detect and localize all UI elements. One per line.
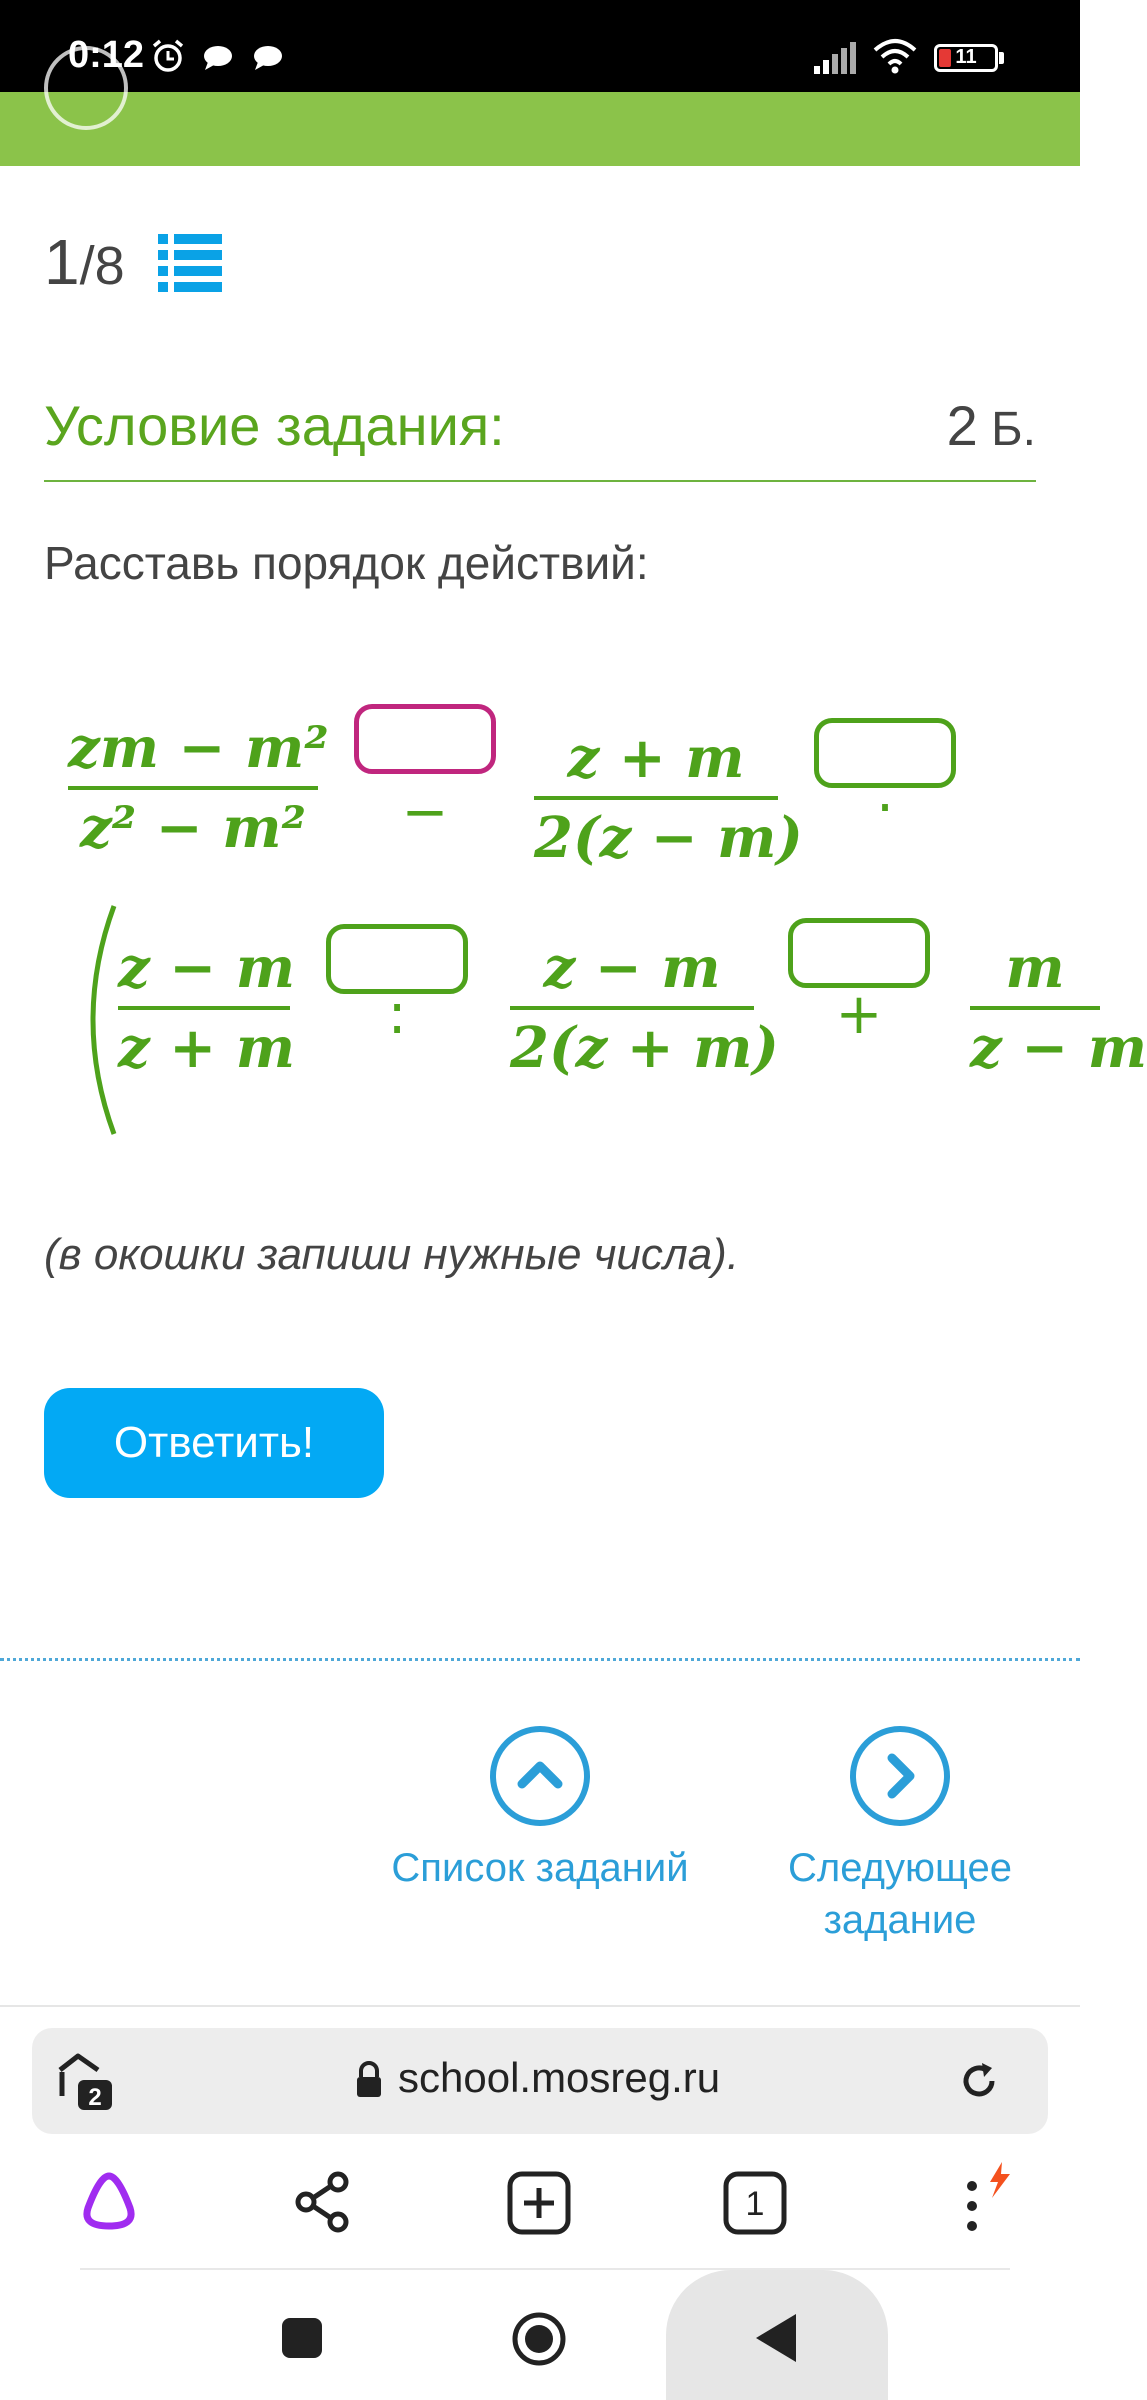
open-parenthesis: [66, 902, 126, 1138]
chevron-right-icon: [850, 1726, 950, 1826]
fraction-5: [970, 935, 1147, 1081]
reload-icon[interactable]: [956, 2058, 1002, 2104]
fraction-4-numerator: z − m: [543, 935, 721, 1001]
fraction-5-numerator: m: [1005, 935, 1065, 1001]
task-points: [947, 393, 1036, 458]
answer-button[interactable]: Ответить!: [44, 1388, 384, 1498]
task-counter: [44, 225, 125, 299]
order-box-4[interactable]: [788, 918, 930, 988]
more-menu-icon[interactable]: [958, 2160, 1018, 2240]
hint-text: (в окошки запиши нужные числа).: [44, 1230, 740, 1279]
operator-4: +: [835, 982, 883, 1047]
title-divider: [44, 480, 1036, 482]
share-icon[interactable]: [292, 2170, 354, 2234]
fraction-4: [510, 935, 779, 1081]
browser-divider: [0, 2005, 1080, 2007]
alarm-icon: [150, 38, 186, 74]
counter-total: /8: [79, 236, 125, 296]
operator-3: :: [387, 982, 407, 1047]
signal-icon: [812, 40, 862, 74]
battery-icon: [934, 44, 998, 72]
points-unit: Б.: [977, 403, 1036, 456]
fraction-3-numerator: z − m: [118, 935, 295, 1001]
fraction-2: [534, 725, 803, 871]
fraction-5-denominator: z − m: [970, 1015, 1147, 1081]
message-icon: [202, 44, 234, 72]
new-tab-icon[interactable]: [506, 2170, 572, 2236]
fraction-3: [118, 935, 295, 1081]
url-text: school.mosreg.ru: [398, 2054, 721, 2101]
address-bar[interactable]: [32, 2028, 1048, 2134]
fraction-1-denominator: z² − m²: [79, 795, 307, 861]
instruction-text: Расставь порядок действий:: [44, 537, 649, 589]
fraction-1-numerator: zm − m²: [68, 715, 329, 781]
fraction-2-numerator: z + m: [567, 725, 745, 791]
open-tabs-count: 1: [745, 2185, 765, 2223]
section-divider: [0, 1658, 1080, 1661]
app-header: [0, 92, 1080, 166]
fraction-3-denominator: z + m: [118, 1015, 295, 1081]
counter-current: 1: [44, 226, 80, 298]
recents-icon[interactable]: [280, 2316, 324, 2360]
math-expression: [0, 680, 1147, 1160]
lock-icon: [354, 2060, 384, 2100]
task-list-icon[interactable]: [158, 232, 222, 292]
next-task-label-line1: Следующее: [788, 1846, 1012, 1890]
next-task-label-line2: задание: [823, 1898, 977, 1942]
back-icon[interactable]: [44, 46, 128, 130]
status-bar: [0, 0, 1080, 92]
tasks-list-label: Список заданий: [391, 1846, 689, 1890]
message-icon-2: [252, 44, 284, 72]
tab-count: 2: [88, 2084, 102, 2111]
points-value: 2: [946, 394, 978, 457]
battery-level: 11: [955, 46, 977, 68]
order-box-1[interactable]: [354, 704, 496, 774]
fraction-1: [68, 715, 329, 861]
home-icon[interactable]: [510, 2310, 568, 2368]
back-triangle-icon[interactable]: [750, 2310, 800, 2366]
tabs-shield-icon[interactable]: [54, 2050, 118, 2114]
task-title: Условие задания:: [44, 394, 505, 457]
fraction-4-denominator: 2(z + m): [510, 1015, 779, 1081]
wifi-icon: [872, 38, 918, 74]
alice-assistant-icon[interactable]: [74, 2170, 144, 2234]
operator-1: −: [401, 780, 449, 845]
next-task-link[interactable]: [770, 1726, 1030, 1946]
status-time: 0:12: [68, 34, 145, 76]
tasks-list-link[interactable]: [390, 1726, 690, 1894]
open-tabs-icon[interactable]: [722, 2170, 788, 2236]
operator-2: ·: [876, 776, 894, 841]
system-nav-bar: [0, 2270, 1080, 2400]
chevron-up-icon: [490, 1726, 590, 1826]
fraction-2-denominator: 2(z − m): [534, 805, 803, 871]
